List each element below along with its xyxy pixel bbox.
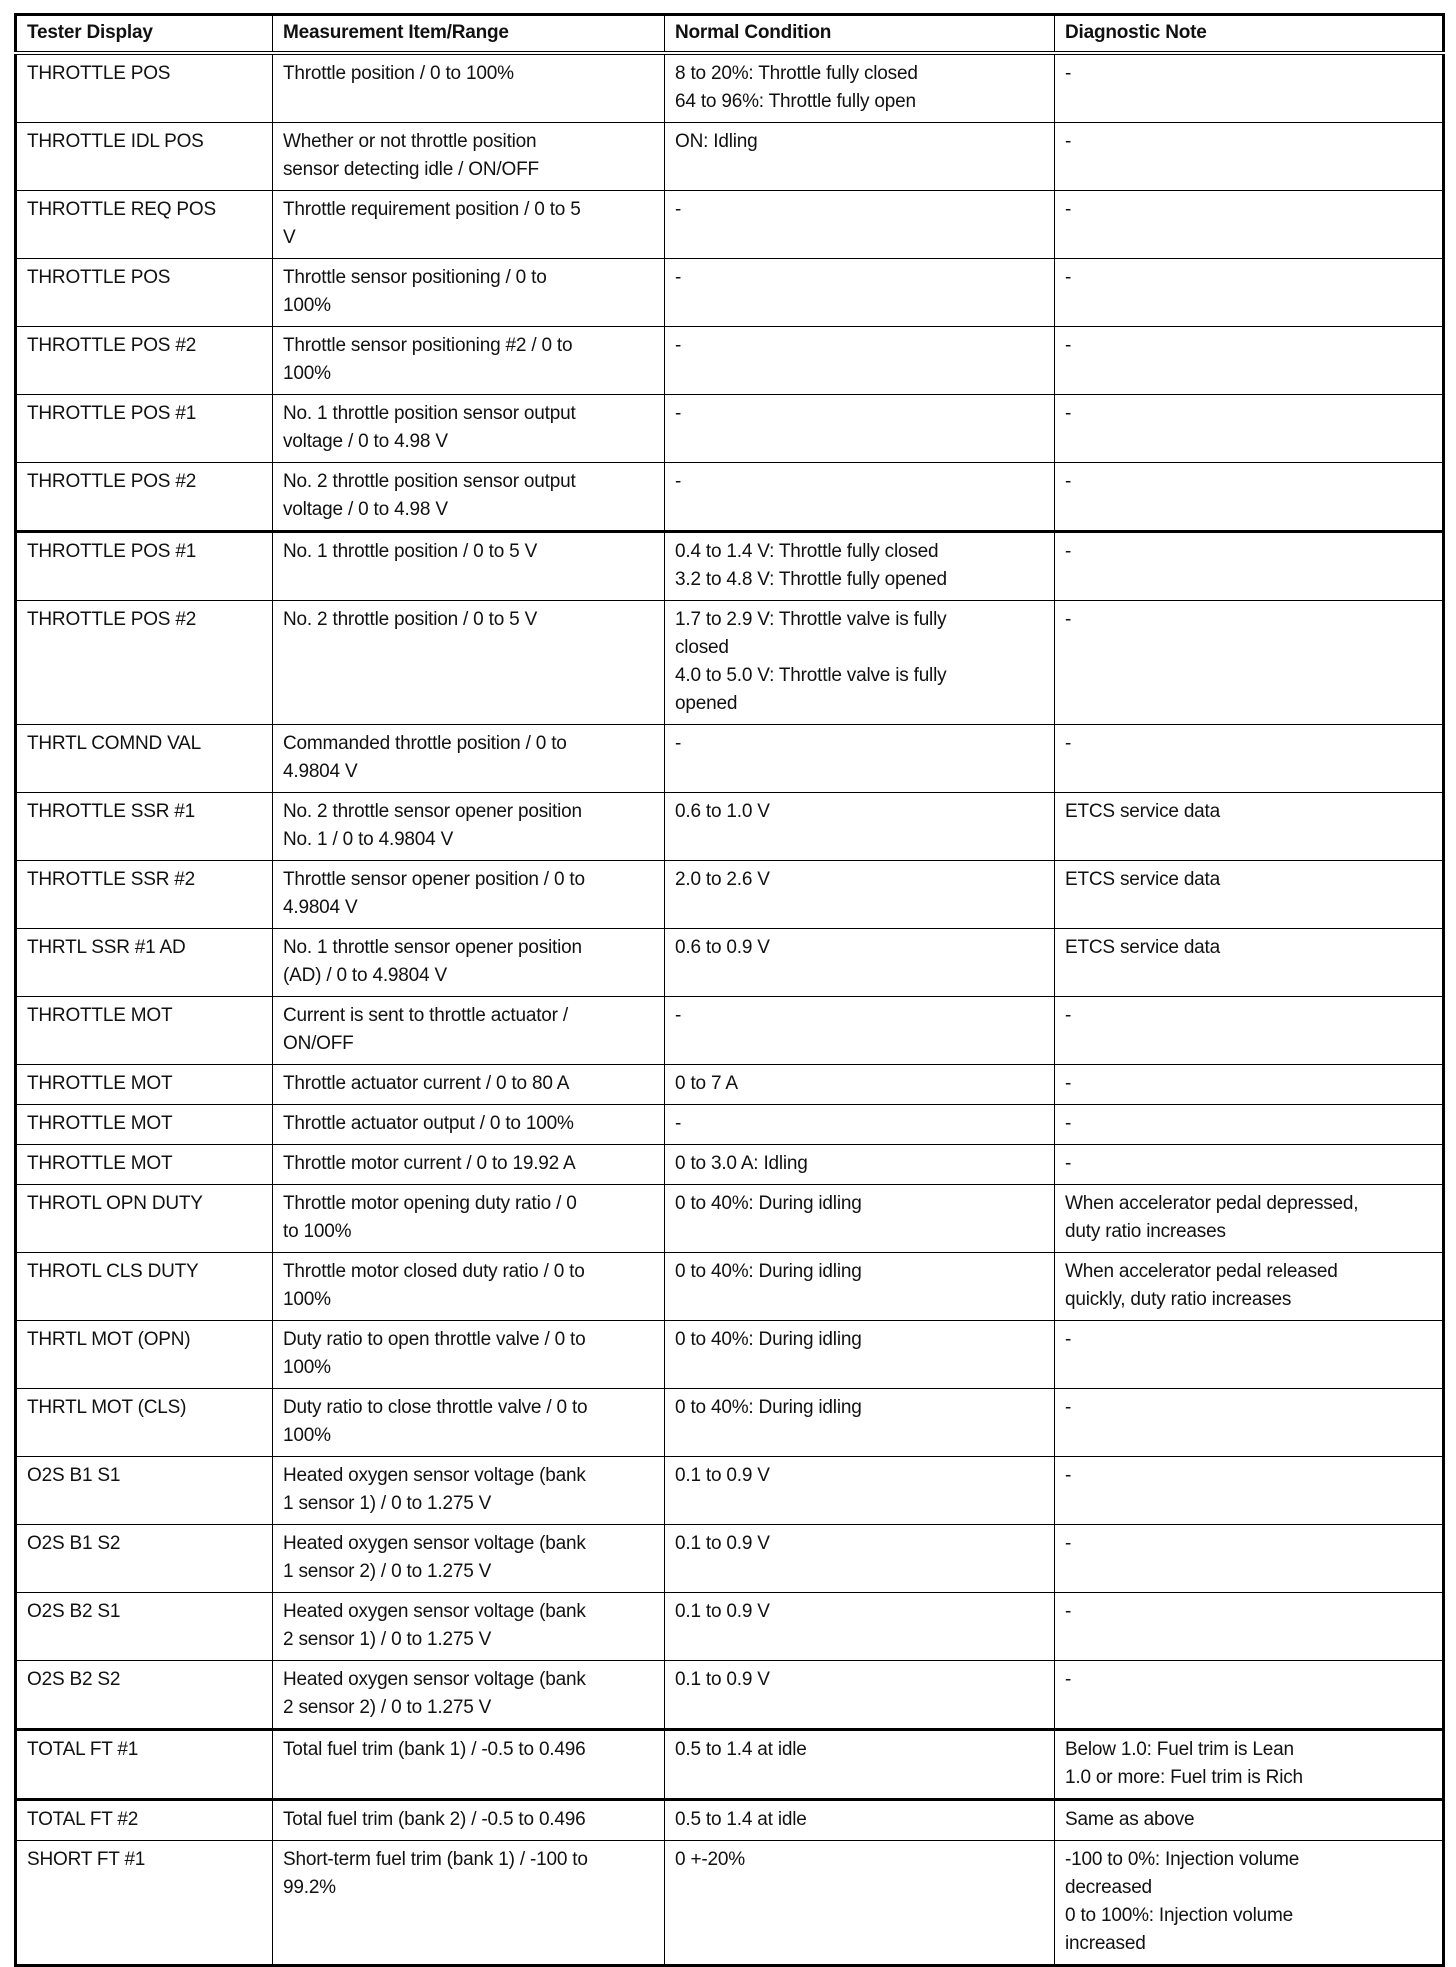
table-row [16, 1593, 1444, 1661]
diagnostic-note-cell: When accelerator pedal depressed, duty ratio increases [1055, 1185, 1444, 1253]
header-diagnostic-note: Diagnostic Note [1055, 15, 1444, 54]
table-row [16, 997, 1444, 1065]
measurement-item-cell: Commanded throttle position / 0 to 4.9804 V [273, 725, 665, 793]
measurement-item-cell: Duty ratio to close throttle valve / 0 to 100% [273, 1389, 665, 1457]
diagnostic-note-cell: ETCS service data [1055, 929, 1444, 997]
diagnostic-note-cell: - [1055, 1661, 1444, 1730]
measurement-item-cell: Throttle motor current / 0 to 19.92 A [273, 1145, 665, 1185]
table-row [16, 327, 1444, 395]
tester-display-cell: THROTTLE POS #2 [16, 601, 273, 725]
measurement-item-cell: No. 1 throttle position sensor output voltage / 0 to 4.98 V [273, 395, 665, 463]
tester-display-cell: TOTAL FT #1 [16, 1730, 273, 1800]
table-row [16, 1065, 1444, 1105]
table-row [16, 1185, 1444, 1253]
diagnostic-note-cell: - [1055, 997, 1444, 1065]
normal-condition-cell: 0.6 to 1.0 V [665, 793, 1055, 861]
tester-display-cell: THROTL OPN DUTY [16, 1185, 273, 1253]
diagnostic-note-cell: - [1055, 1389, 1444, 1457]
normal-condition-cell: 0 to 40%: During idling [665, 1321, 1055, 1389]
table-row [16, 1253, 1444, 1321]
tester-display-cell: THROTTLE REQ POS [16, 191, 273, 259]
diagnostic-note-cell: ETCS service data [1055, 861, 1444, 929]
table-row [16, 1105, 1444, 1145]
diagnostic-note-cell: - [1055, 327, 1444, 395]
diagnostic-note-cell: - [1055, 53, 1444, 123]
diagnostic-note-cell: - [1055, 395, 1444, 463]
diagnostic-note-cell: Below 1.0: Fuel trim is Lean 1.0 or more: Fuel trim is Rich [1055, 1730, 1444, 1800]
measurement-item-cell: Heated oxygen sensor voltage (bank 2 sensor 2) / 0 to 1.275 V [273, 1661, 665, 1730]
tester-display-cell: THROTTLE MOT [16, 1065, 273, 1105]
normal-condition-cell: - [665, 327, 1055, 395]
diagnostic-note-cell: - [1055, 1321, 1444, 1389]
table-row [16, 1457, 1444, 1525]
normal-condition-cell: 0.5 to 1.4 at idle [665, 1800, 1055, 1841]
measurement-item-cell: Throttle motor closed duty ratio / 0 to 100% [273, 1253, 665, 1321]
table-row [16, 601, 1444, 725]
tester-display-cell: O2S B2 S2 [16, 1661, 273, 1730]
tester-display-cell: THROTTLE MOT [16, 1145, 273, 1185]
tester-display-cell: THROTTLE POS [16, 53, 273, 123]
normal-condition-cell: 0.6 to 0.9 V [665, 929, 1055, 997]
table-row [16, 929, 1444, 997]
tester-display-cell: THRTL SSR #1 AD [16, 929, 273, 997]
diagnostic-note-cell: - [1055, 1145, 1444, 1185]
measurement-item-cell: Heated oxygen sensor voltage (bank 1 sensor 2) / 0 to 1.275 V [273, 1525, 665, 1593]
measurement-item-cell: No. 2 throttle position sensor output voltage / 0 to 4.98 V [273, 463, 665, 532]
measurement-item-cell: Heated oxygen sensor voltage (bank 1 sensor 1) / 0 to 1.275 V [273, 1457, 665, 1525]
table-row [16, 532, 1444, 601]
table-row [16, 123, 1444, 191]
table-row [16, 1145, 1444, 1185]
table-row [16, 861, 1444, 929]
normal-condition-cell: 0 +-20% [665, 1841, 1055, 1966]
tester-display-cell: THROTTLE POS #1 [16, 532, 273, 601]
measurement-item-cell: Heated oxygen sensor voltage (bank 2 sensor 1) / 0 to 1.275 V [273, 1593, 665, 1661]
normal-condition-cell: 2.0 to 2.6 V [665, 861, 1055, 929]
diagnostic-note-cell: - [1055, 1065, 1444, 1105]
tester-display-cell: O2S B1 S2 [16, 1525, 273, 1593]
normal-condition-cell: - [665, 191, 1055, 259]
tester-display-cell: THROTTLE POS #1 [16, 395, 273, 463]
diagnostic-note-cell: -100 to 0%: Injection volume decreased 0 to 100%: Injection volume increased [1055, 1841, 1444, 1966]
diagnostic-note-cell: When accelerator pedal released quickly, duty ratio increases [1055, 1253, 1444, 1321]
tester-data-table [14, 13, 1445, 1967]
measurement-item-cell: No. 1 throttle position / 0 to 5 V [273, 532, 665, 601]
normal-condition-cell: 8 to 20%: Throttle fully closed 64 to 96%: Throttle fully open [665, 53, 1055, 123]
diagnostic-note-cell: - [1055, 725, 1444, 793]
diagnostic-note-cell: - [1055, 1525, 1444, 1593]
tester-display-cell: THROTTLE MOT [16, 1105, 273, 1145]
measurement-item-cell: Whether or not throttle position sensor detecting idle / ON/OFF [273, 123, 665, 191]
diagnostic-note-cell: - [1055, 601, 1444, 725]
measurement-item-cell: Throttle actuator current / 0 to 80 A [273, 1065, 665, 1105]
tester-display-cell: THROTTLE POS #2 [16, 327, 273, 395]
measurement-item-cell: No. 2 throttle sensor opener position No. 1 / 0 to 4.9804 V [273, 793, 665, 861]
diagnostic-note-cell: - [1055, 532, 1444, 601]
table-row [16, 191, 1444, 259]
normal-condition-cell: - [665, 1105, 1055, 1145]
normal-condition-cell: 0.4 to 1.4 V: Throttle fully closed 3.2 to 4.8 V: Throttle fully opened [665, 532, 1055, 601]
table-row [16, 463, 1444, 532]
normal-condition-cell: 0.1 to 0.9 V [665, 1457, 1055, 1525]
tester-display-cell: THRTL MOT (CLS) [16, 1389, 273, 1457]
normal-condition-cell: - [665, 725, 1055, 793]
normal-condition-cell: 0 to 40%: During idling [665, 1185, 1055, 1253]
measurement-item-cell: Throttle motor opening duty ratio / 0 to 100% [273, 1185, 665, 1253]
table-row [16, 1661, 1444, 1730]
tester-display-cell: THROTL CLS DUTY [16, 1253, 273, 1321]
table-header-row [16, 15, 1444, 54]
diagnostic-note-cell: - [1055, 1105, 1444, 1145]
header-tester-display: Tester Display [16, 15, 273, 54]
measurement-item-cell: Throttle requirement position / 0 to 5 V [273, 191, 665, 259]
measurement-item-cell: Duty ratio to open throttle valve / 0 to 100% [273, 1321, 665, 1389]
measurement-item-cell: Short-term fuel trim (bank 1) / -100 to 99.2% [273, 1841, 665, 1966]
table-row [16, 1389, 1444, 1457]
table-row [16, 259, 1444, 327]
tester-display-cell: THROTTLE SSR #1 [16, 793, 273, 861]
tester-display-cell: SHORT FT #1 [16, 1841, 273, 1966]
tester-display-cell: THROTTLE POS #2 [16, 463, 273, 532]
normal-condition-cell: 0 to 40%: During idling [665, 1253, 1055, 1321]
table-row [16, 53, 1444, 123]
normal-condition-cell: 0.1 to 0.9 V [665, 1661, 1055, 1730]
table-row [16, 725, 1444, 793]
normal-condition-cell: - [665, 259, 1055, 327]
diagnostic-note-cell: - [1055, 1457, 1444, 1525]
table-row [16, 1841, 1444, 1966]
measurement-item-cell: Throttle actuator output / 0 to 100% [273, 1105, 665, 1145]
tester-display-cell: THROTTLE POS [16, 259, 273, 327]
normal-condition-cell: 1.7 to 2.9 V: Throttle valve is fully closed 4.0 to 5.0 V: Throttle valve is fully opened [665, 601, 1055, 725]
diagnostic-note-cell: - [1055, 191, 1444, 259]
tester-display-cell: THROTTLE IDL POS [16, 123, 273, 191]
measurement-item-cell: Throttle position / 0 to 100% [273, 53, 665, 123]
measurement-item-cell: Current is sent to throttle actuator / ON/OFF [273, 997, 665, 1065]
measurement-item-cell: Total fuel trim (bank 1) / -0.5 to 0.496 [273, 1730, 665, 1800]
table-row [16, 1800, 1444, 1841]
header-normal-condition: Normal Condition [665, 15, 1055, 54]
diagnostic-note-cell: - [1055, 259, 1444, 327]
tester-display-cell: THROTTLE MOT [16, 997, 273, 1065]
tester-display-cell: O2S B1 S1 [16, 1457, 273, 1525]
normal-condition-cell: 0 to 3.0 A: Idling [665, 1145, 1055, 1185]
tester-display-cell: O2S B2 S1 [16, 1593, 273, 1661]
header-measurement-item: Measurement Item/Range [273, 15, 665, 54]
diagnostic-note-cell: ETCS service data [1055, 793, 1444, 861]
measurement-item-cell: Throttle sensor positioning / 0 to 100% [273, 259, 665, 327]
diagnostic-note-cell: Same as above [1055, 1800, 1444, 1841]
measurement-item-cell: Total fuel trim (bank 2) / -0.5 to 0.496 [273, 1800, 665, 1841]
diagnostic-note-cell: - [1055, 463, 1444, 532]
tester-display-cell: THRTL COMND VAL [16, 725, 273, 793]
tester-display-cell: THRTL MOT (OPN) [16, 1321, 273, 1389]
normal-condition-cell: ON: Idling [665, 123, 1055, 191]
normal-condition-cell: 0 to 40%: During idling [665, 1389, 1055, 1457]
tester-display-cell: TOTAL FT #2 [16, 1800, 273, 1841]
table-row [16, 1321, 1444, 1389]
normal-condition-cell: - [665, 997, 1055, 1065]
normal-condition-cell: - [665, 463, 1055, 532]
normal-condition-cell: 0.1 to 0.9 V [665, 1593, 1055, 1661]
normal-condition-cell: 0 to 7 A [665, 1065, 1055, 1105]
measurement-item-cell: No. 1 throttle sensor opener position (AD) / 0 to 4.9804 V [273, 929, 665, 997]
table-row [16, 793, 1444, 861]
table-row [16, 1730, 1444, 1800]
diagnostic-note-cell: - [1055, 123, 1444, 191]
tester-display-cell: THROTTLE SSR #2 [16, 861, 273, 929]
measurement-item-cell: Throttle sensor opener position / 0 to 4.9804 V [273, 861, 665, 929]
measurement-item-cell: No. 2 throttle position / 0 to 5 V [273, 601, 665, 725]
normal-condition-cell: - [665, 395, 1055, 463]
table-row [16, 1525, 1444, 1593]
normal-condition-cell: 0.1 to 0.9 V [665, 1525, 1055, 1593]
normal-condition-cell: 0.5 to 1.4 at idle [665, 1730, 1055, 1800]
table-row [16, 395, 1444, 463]
diagnostic-note-cell: - [1055, 1593, 1444, 1661]
measurement-item-cell: Throttle sensor positioning #2 / 0 to 100% [273, 327, 665, 395]
